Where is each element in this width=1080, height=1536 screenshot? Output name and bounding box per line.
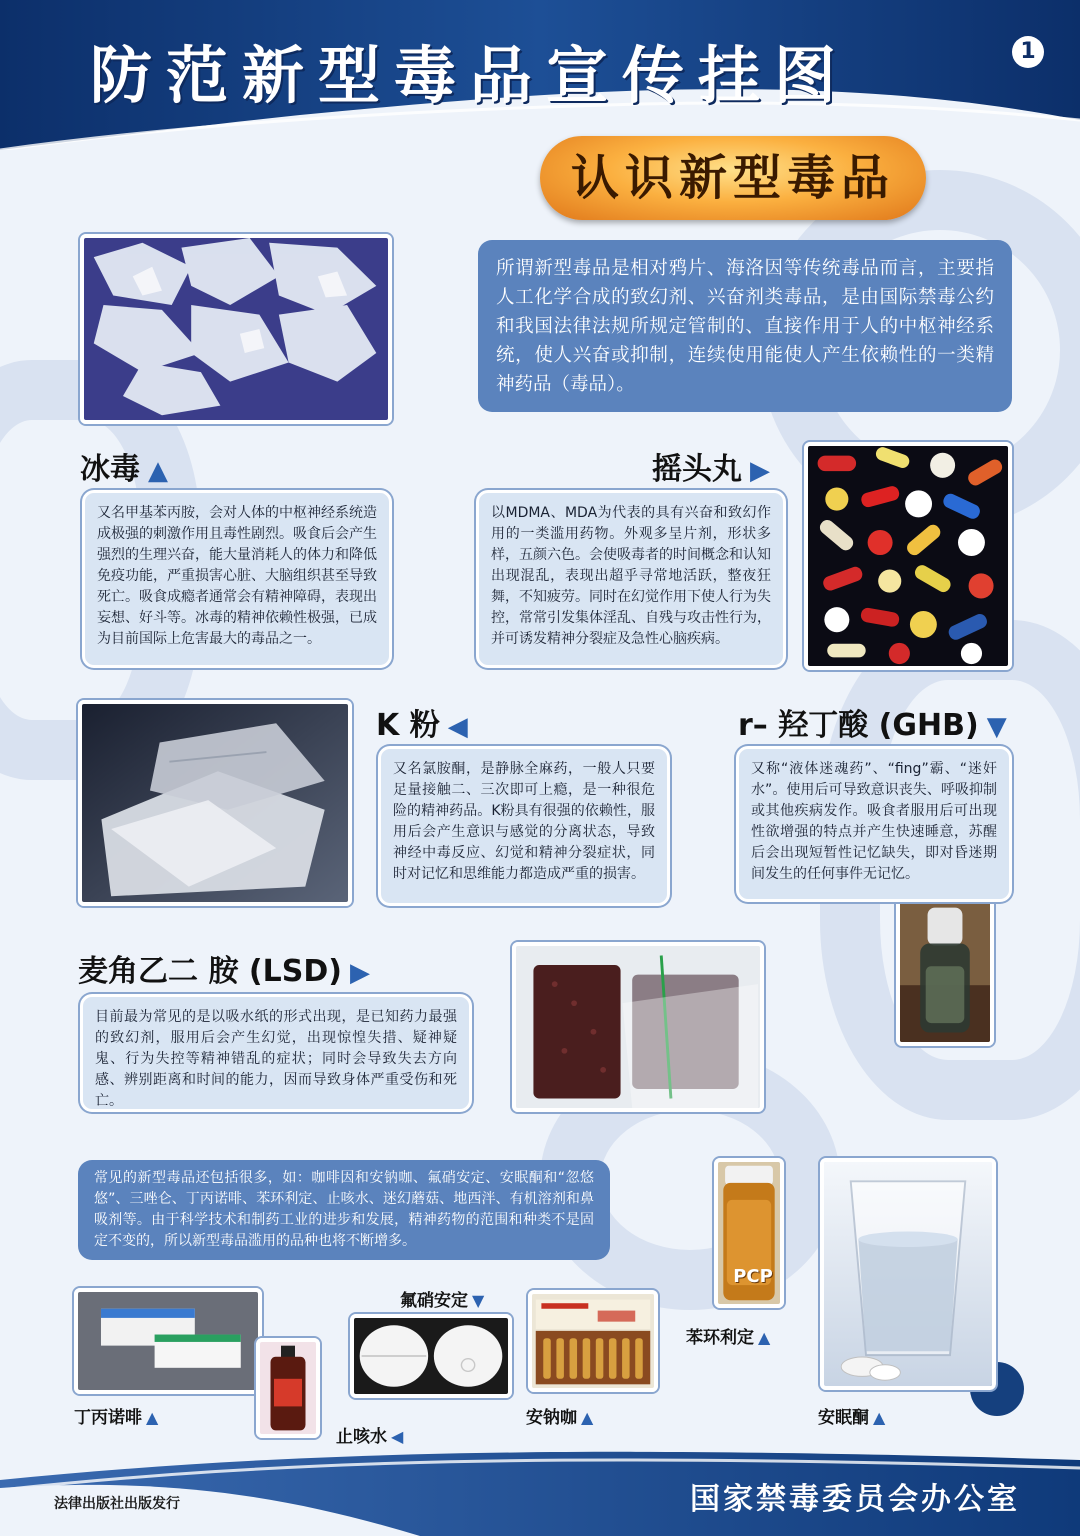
ice-crystals-image — [80, 234, 392, 424]
triangle-up-icon: ▲ — [581, 1408, 594, 1427]
triangle-left-icon: ◀ — [391, 1427, 404, 1446]
label-zhikeshui — [336, 1422, 403, 1447]
label-kfen — [376, 700, 468, 744]
lsd-desc-box: 目前最为常见的是以吸水纸的形式出现，是已知药力最强的致幻剂，服用后会产生幻觉，出现惊惶失措、疑神疑鬼、行为失控等精神错乱的症状；同时会导致失去方向感、辨别距离和时间的能力，因而导致身体严重受伤和死亡。 — [80, 994, 472, 1112]
triangle-up-icon: ▲ — [873, 1408, 886, 1427]
triangle-right-icon: ▶ — [349, 958, 370, 988]
label-dingbingnuofei — [74, 1403, 158, 1428]
label-anmiantong — [818, 1403, 885, 1428]
anmiantong-glass-image — [820, 1158, 996, 1390]
publisher-text: 法律出版社出版发行 — [54, 1496, 180, 1512]
label-ghb — [738, 700, 1007, 744]
bingdu-desc-box: 又名甲基苯丙胺，会对人体的中枢神经系统造成极强的刺激作用且毒性剧烈。吸食后会产生强烈的生理兴奋，能大量消耗人的体力和降低免疫功能，严重损害心脏、大脑组织甚至导致死亡。吸食成瘾者通常会有精神障碍，表现出妄想、好斗等。冰毒的精神依赖性极强，已成为目前国际上危害最大的毒品之一。 — [82, 490, 392, 668]
yaotouwan-desc-box: 以MDMA、MDA为代表的具有兴奋和致幻作用的一类滥用药物。外观多呈片剂，形状多样，五颜六色。会使吸毒者的时间概念和认知出现混乱，表现出超乎寻常地活跃，整夜狂舞，不知疲劳。同时在幻觉作用下使人行为失控，常常引发集体淫乱、自残与攻击性行为，并可诱发精神分裂症及急性心脑疾病。 — [476, 490, 786, 668]
label-benhuanliding-text: 苯环利定 — [686, 1328, 754, 1348]
label-yaotouwan — [652, 444, 770, 488]
triangle-up-icon: ▲ — [758, 1328, 771, 1347]
triangle-right-icon: ▶ — [750, 456, 770, 486]
triangle-down-icon: ▼ — [986, 712, 1007, 742]
triangle-up-icon: ▲ — [146, 1408, 159, 1427]
page-number-badge: 1 — [1012, 36, 1044, 68]
triangle-left-icon: ◀ — [447, 712, 468, 742]
lsd-packets-image — [512, 942, 764, 1112]
label-bingdu-text: 冰毒 — [80, 452, 140, 487]
label-anmiantong-text: 安眠酮 — [818, 1408, 869, 1428]
issuer-text: 国家禁毒委员会办公室 — [690, 1482, 1020, 1517]
page-title: 防范新型毒品宣传挂图 — [90, 39, 851, 112]
intro-text-box: 所谓新型毒品是相对鸦片、海洛因等传统毒品而言，主要指人工化学合成的致幻剂、兴奋剂类毒品，是由国际禁毒公约和我国法律法规所规定管制的、直接作用于人的中枢神经系统，使人兴奋或抑制，连续使用能使人产生依赖性的一类精神药品（毒品）。 — [478, 240, 1012, 412]
label-zhikeshui-text: 止咳水 — [336, 1427, 387, 1447]
k-powder-bags-image — [78, 700, 352, 906]
label-bingdu — [80, 444, 168, 488]
label-fuxiaoanding-text: 氟硝安定 — [400, 1291, 468, 1311]
label-lsd — [78, 946, 370, 990]
pcp-label-text: PCP — [733, 1266, 773, 1287]
pcp-jar-image — [714, 1158, 784, 1308]
ghb-bottle-image — [896, 896, 994, 1046]
white-tablets-image — [350, 1314, 512, 1398]
triangle-down-icon: ▼ — [472, 1291, 485, 1310]
annaka-ampoules-image — [528, 1290, 658, 1392]
kfen-desc-box: 又名氯胺酮，是静脉全麻药，一般人只要足量接触二、三次即可上瘾，是一种很危险的精神药品。K粉具有很强的依赖性，服用后会产生意识与感觉的分离状态，导致神经中毒反应、幻觉和精神分裂症状，同时对记忆和思维能力都造成严重的损害。 — [378, 746, 670, 906]
cough-syrup-bottle-image — [256, 1338, 320, 1438]
label-fuxiaoanding — [400, 1286, 484, 1311]
label-ghb-text: r– 羟丁酸 (GHB) — [738, 708, 979, 743]
triangle-up-icon: ▲ — [148, 456, 168, 486]
label-benhuanliding — [686, 1323, 770, 1348]
section-subtitle: 认识新型毒品 — [540, 136, 926, 220]
label-dingbingnuofei-text: 丁丙诺啡 — [74, 1408, 142, 1428]
label-kfen-text: K 粉 — [376, 708, 440, 743]
label-yaotouwan-text: 摇头丸 — [652, 452, 742, 487]
dingbingnuofei-boxes-image — [74, 1288, 262, 1394]
ghb-desc-box: 又称“液体迷魂药”、“fing”霸、“迷奸水”。使用后可导致意识丧失、呼吸抑制或其他疾病发作。吸食者服用后可出现性欲增强的特点并产生快速睡意，苏醒后会出现短暂性记忆缺失，即对昏迷期间发生的任何事件无记忆。 — [736, 746, 1012, 902]
label-annaka — [526, 1403, 593, 1428]
label-lsd-text: 麦角乙二 胺 (LSD) — [78, 954, 342, 989]
label-annaka-text: 安钠咖 — [526, 1408, 577, 1428]
pills-image — [804, 442, 1012, 670]
other-drugs-text-box: 常见的新型毒品还包括很多，如：咖啡因和安钠咖、氟硝安定、安眠酮和“忽悠悠”、三唑仑、丁丙诺啡、苯环利定、止咳水、迷幻蘑菇、地西泮、有机溶剂和鼻吸剂等。由于科学技术和制药工业的进步和发展，精神药物的范围和种类不是固定不变的，所以新型毒品滥用的品种也将不断增多。 — [78, 1160, 610, 1260]
